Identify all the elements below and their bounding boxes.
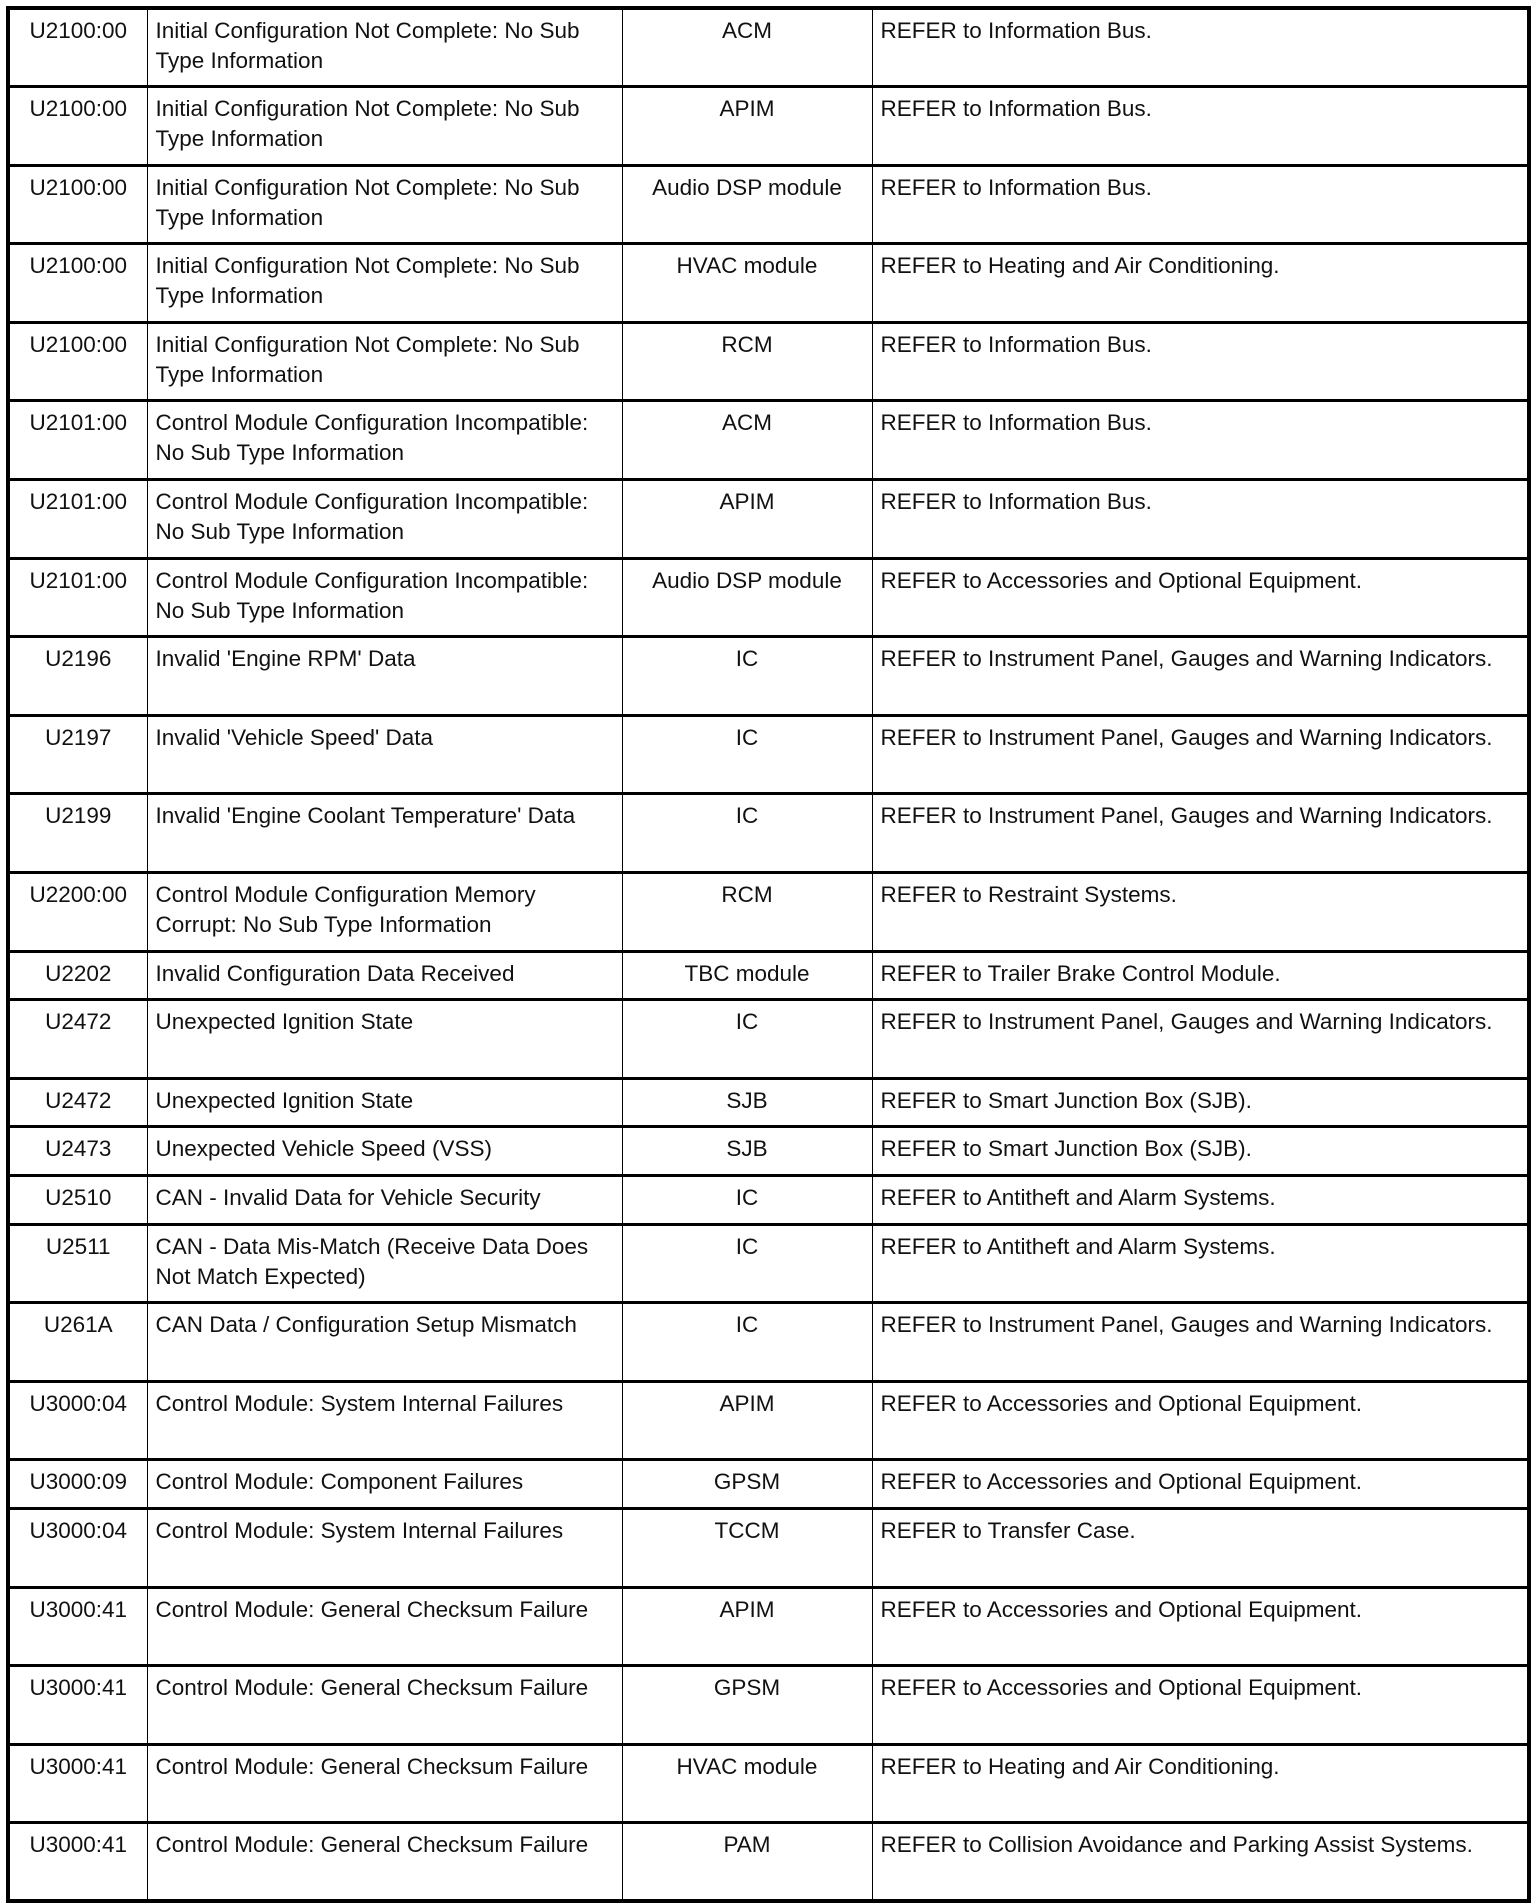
table-row [8, 794, 1529, 873]
module-name: GPSM [622, 1460, 872, 1509]
table-row [8, 87, 1529, 166]
table-row [8, 715, 1529, 794]
dtc-code: U3000:41 [8, 1823, 147, 1902]
dtc-code: U2511 [8, 1224, 147, 1303]
dtc-description: Initial Configuration Not Complete: No Sub Type Information [147, 8, 622, 87]
dtc-code: U3000:04 [8, 1508, 147, 1587]
dtc-description: Control Module Configuration Incompatible: No Sub Type Information [147, 401, 622, 480]
dtc-code: U2472 [8, 1078, 147, 1127]
table-row [8, 1587, 1529, 1666]
dtc-description: Invalid Configuration Data Received [147, 951, 622, 1000]
dtc-description: Initial Configuration Not Complete: No Sub Type Information [147, 322, 622, 401]
dtc-description: CAN - Invalid Data for Vehicle Security [147, 1176, 622, 1225]
dtc-code: U2473 [8, 1127, 147, 1176]
module-name: ACM [622, 401, 872, 480]
dtc-description: Unexpected Ignition State [147, 1000, 622, 1079]
dtc-code: U2101:00 [8, 480, 147, 559]
dtc-description: Control Module Configuration Memory Corrupt: No Sub Type Information [147, 873, 622, 952]
action-text: REFER to Heating and Air Conditioning. [872, 1744, 1529, 1823]
dtc-description: Control Module: General Checksum Failure [147, 1823, 622, 1902]
dtc-description: Unexpected Ignition State [147, 1078, 622, 1127]
dtc-code: U2202 [8, 951, 147, 1000]
action-text: REFER to Heating and Air Conditioning. [872, 244, 1529, 323]
dtc-description: Invalid 'Vehicle Speed' Data [147, 715, 622, 794]
dtc-code: U2510 [8, 1176, 147, 1225]
action-text: REFER to Instrument Panel, Gauges and Warning Indicators. [872, 715, 1529, 794]
table-row [8, 1176, 1529, 1225]
module-name: Audio DSP module [622, 165, 872, 244]
action-text: REFER to Smart Junction Box (SJB). [872, 1078, 1529, 1127]
module-name: Audio DSP module [622, 558, 872, 637]
dtc-description: CAN Data / Configuration Setup Mismatch [147, 1303, 622, 1382]
module-name: IC [622, 1176, 872, 1225]
table-row [8, 951, 1529, 1000]
dtc-description: Initial Configuration Not Complete: No Sub Type Information [147, 165, 622, 244]
action-text: REFER to Instrument Panel, Gauges and Warning Indicators. [872, 1303, 1529, 1382]
module-name: PAM [622, 1823, 872, 1902]
table-row [8, 165, 1529, 244]
action-text: REFER to Instrument Panel, Gauges and Warning Indicators. [872, 1000, 1529, 1079]
dtc-description: Control Module: Component Failures [147, 1460, 622, 1509]
dtc-description: Initial Configuration Not Complete: No Sub Type Information [147, 244, 622, 323]
dtc-code: U3000:09 [8, 1460, 147, 1509]
module-name: TCCM [622, 1508, 872, 1587]
action-text: REFER to Information Bus. [872, 322, 1529, 401]
action-text: REFER to Information Bus. [872, 401, 1529, 480]
action-text: REFER to Information Bus. [872, 165, 1529, 244]
module-name: IC [622, 1303, 872, 1382]
module-name: APIM [622, 1381, 872, 1460]
table-row [8, 558, 1529, 637]
dtc-table [6, 6, 1531, 1903]
table-row [8, 1460, 1529, 1509]
dtc-code: U2197 [8, 715, 147, 794]
dtc-code: U2100:00 [8, 244, 147, 323]
dtc-description: Control Module: General Checksum Failure [147, 1666, 622, 1745]
dtc-code: U3000:41 [8, 1744, 147, 1823]
table-row [8, 1224, 1529, 1303]
dtc-description: Invalid 'Engine RPM' Data [147, 637, 622, 716]
dtc-code: U2100:00 [8, 165, 147, 244]
table-row [8, 873, 1529, 952]
module-name: GPSM [622, 1666, 872, 1745]
module-name: IC [622, 637, 872, 716]
dtc-code: U261A [8, 1303, 147, 1382]
table-row [8, 322, 1529, 401]
dtc-code: U2196 [8, 637, 147, 716]
action-text: REFER to Information Bus. [872, 87, 1529, 166]
dtc-description: Control Module Configuration Incompatible: No Sub Type Information [147, 558, 622, 637]
module-name: IC [622, 1224, 872, 1303]
action-text: REFER to Trailer Brake Control Module. [872, 951, 1529, 1000]
table-row [8, 401, 1529, 480]
dtc-code: U3000:41 [8, 1666, 147, 1745]
dtc-code: U2199 [8, 794, 147, 873]
dtc-code: U2100:00 [8, 8, 147, 87]
dtc-code: U2101:00 [8, 558, 147, 637]
action-text: REFER to Antitheft and Alarm Systems. [872, 1176, 1529, 1225]
action-text: REFER to Instrument Panel, Gauges and Warning Indicators. [872, 637, 1529, 716]
dtc-code: U2472 [8, 1000, 147, 1079]
dtc-description: Control Module: System Internal Failures [147, 1508, 622, 1587]
table-row [8, 8, 1529, 87]
action-text: REFER to Smart Junction Box (SJB). [872, 1127, 1529, 1176]
table-row [8, 244, 1529, 323]
dtc-description: CAN - Data Mis-Match (Receive Data Does Not Match Expected) [147, 1224, 622, 1303]
module-name: IC [622, 715, 872, 794]
module-name: RCM [622, 322, 872, 401]
module-name: HVAC module [622, 1744, 872, 1823]
action-text: REFER to Transfer Case. [872, 1508, 1529, 1587]
dtc-description: Control Module: System Internal Failures [147, 1381, 622, 1460]
action-text: REFER to Accessories and Optional Equipment. [872, 1666, 1529, 1745]
action-text: REFER to Collision Avoidance and Parking Assist Systems. [872, 1823, 1529, 1902]
dtc-code: U2101:00 [8, 401, 147, 480]
action-text: REFER to Accessories and Optional Equipment. [872, 1381, 1529, 1460]
module-name: HVAC module [622, 244, 872, 323]
dtc-code: U3000:41 [8, 1587, 147, 1666]
table-row [8, 1744, 1529, 1823]
table-row [8, 1666, 1529, 1745]
table-row [8, 1381, 1529, 1460]
action-text: REFER to Instrument Panel, Gauges and Warning Indicators. [872, 794, 1529, 873]
dtc-description: Initial Configuration Not Complete: No Sub Type Information [147, 87, 622, 166]
table-row [8, 1000, 1529, 1079]
dtc-code: U2100:00 [8, 322, 147, 401]
table-row [8, 1823, 1529, 1902]
action-text: REFER to Antitheft and Alarm Systems. [872, 1224, 1529, 1303]
action-text: REFER to Accessories and Optional Equipment. [872, 558, 1529, 637]
table-row [8, 1127, 1529, 1176]
table-row [8, 480, 1529, 559]
dtc-description: Invalid 'Engine Coolant Temperature' Data [147, 794, 622, 873]
module-name: IC [622, 1000, 872, 1079]
table-row [8, 1508, 1529, 1587]
module-name: SJB [622, 1127, 872, 1176]
action-text: REFER to Information Bus. [872, 480, 1529, 559]
module-name: RCM [622, 873, 872, 952]
table-row [8, 1078, 1529, 1127]
dtc-description: Control Module: General Checksum Failure [147, 1744, 622, 1823]
dtc-description: Unexpected Vehicle Speed (VSS) [147, 1127, 622, 1176]
module-name: SJB [622, 1078, 872, 1127]
module-name: TBC module [622, 951, 872, 1000]
module-name: APIM [622, 87, 872, 166]
module-name: APIM [622, 480, 872, 559]
dtc-code: U2100:00 [8, 87, 147, 166]
table-row [8, 1303, 1529, 1382]
dtc-code: U3000:04 [8, 1381, 147, 1460]
dtc-description: Control Module Configuration Incompatible: No Sub Type Information [147, 480, 622, 559]
module-name: ACM [622, 8, 872, 87]
action-text: REFER to Accessories and Optional Equipment. [872, 1587, 1529, 1666]
module-name: APIM [622, 1587, 872, 1666]
module-name: IC [622, 794, 872, 873]
dtc-description: Control Module: General Checksum Failure [147, 1587, 622, 1666]
table-row [8, 637, 1529, 716]
action-text: REFER to Information Bus. [872, 8, 1529, 87]
dtc-code: U2200:00 [8, 873, 147, 952]
action-text: REFER to Accessories and Optional Equipment. [872, 1460, 1529, 1509]
action-text: REFER to Restraint Systems. [872, 873, 1529, 952]
